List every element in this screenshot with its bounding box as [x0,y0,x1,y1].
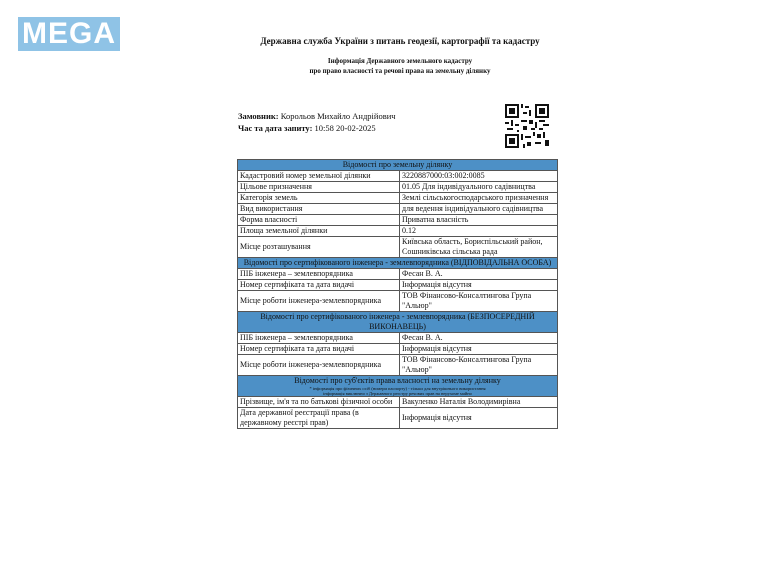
plot-field-label: Форма власності [238,215,400,226]
section-engineer-executor-header-title: Відомості про сертифікованого інженера - землевпорядника (БЕЗПОСЕРЕДНІЙ ВИКОНАВЕЦЬ) [260,312,535,331]
plot-field-value: 3220887000:03:002:0085 [400,171,558,182]
plot-field-value: Землі сільськогосподарського призначення [400,193,558,204]
subject-field-label: Прізвище, ім'я та по батькові фізичної особи [238,397,400,408]
document-subtitle [230,56,570,76]
request-info [238,110,396,134]
time-label: Час та дата запиту: [238,123,313,133]
plot-row [238,193,558,204]
plot-field-label: Вид використання [238,204,400,215]
plot-row [238,204,558,215]
land-info-table [237,159,558,429]
engineer-responsible-field-label: Місце роботи інженера-землевпорядника [238,291,400,312]
section-engineer-executor-header [238,312,558,333]
engineer-executor-row [238,344,558,355]
section-subjects-header-note: інформація виключно з Державного реєстру речових прав на нерухоме майно [323,391,472,396]
engineer-executor-field-label: Номер сертифіката та дата видачі [238,344,400,355]
plot-field-label: Місце розташування [238,237,400,258]
customer-line [238,110,396,122]
section-subjects-header-title: Відомості про суб'єктів права власності на земельну ділянку [294,376,501,385]
plot-field-value: для ведення індивідуального садівництва [400,204,558,215]
engineer-responsible-field-label: ПІБ інженера – землевпорядника [238,269,400,280]
plot-row [238,215,558,226]
subtitle-line-2: про право власності та речові права на земельну ділянку [309,67,491,75]
agency-title: Державна служба України з питань геодезії, картографії та кадастру [260,36,540,46]
plot-row [238,226,558,237]
engineer-responsible-field-label: Номер сертифіката та дата видачі [238,280,400,291]
section-engineer-responsible-header-title: Відомості про сертифікованого інженера - землевпорядника (ВІДПОВІДАЛЬНА ОСОБА) [243,258,552,267]
subject-field-label: Дата державної реєстрації права (в державному реєстрі прав) [238,408,400,429]
section-plot-header: Відомості про земельну ділянку [238,160,558,171]
subtitle-line-1: Інформація Державного земельного кадастру [327,57,473,65]
plot-field-label: Цільове призначення [238,182,400,193]
engineer-responsible-field-value: Фесан В. А. [400,269,558,280]
customer-label: Замовник: [238,111,279,121]
time-line [238,122,396,134]
engineer-executor-row [238,333,558,344]
engineer-executor-field-value: ТОВ Фінансово-Консалтингова Група "Альюр" [400,355,558,376]
section-subjects-header [238,376,558,397]
qr-code-icon [505,104,549,148]
plot-field-label: Площа земельної ділянки [238,226,400,237]
plot-row [238,182,558,193]
engineer-executor-field-label: Місце роботи інженера-землевпорядника [238,355,400,376]
plot-field-value: 01.05 Для індивідуального садівництва [400,182,558,193]
engineer-executor-field-value: Інформація відсутня [400,344,558,355]
plot-field-value: Київська область, Бориспільський район, Сошниківська сільська рада [400,237,558,258]
plot-field-label: Категорія земель [238,193,400,204]
subject-row [238,397,558,408]
engineer-responsible-row [238,280,558,291]
section-engineer-responsible-header [238,258,558,269]
subject-field-value: Інформація відсутня [400,408,558,429]
engineer-executor-field-value: Фесан В. А. [400,333,558,344]
customer-value: Корольов Михайло Андрійович [280,111,396,121]
plot-row [238,237,558,258]
site-logo: MEGA [18,17,120,51]
engineer-responsible-row [238,269,558,280]
engineer-responsible-field-value: Інформація відсутня [400,280,558,291]
subject-field-value: Вакуленко Наталія Володимирівна [400,397,558,408]
engineer-executor-row [238,355,558,376]
section-subjects-header-note: * інформація про фізичних осіб (номери паспорту) - тільки для внутрішнього використання [309,386,486,391]
engineer-responsible-field-value: ТОВ Фінансово-Консалтингова Група "Альюр" [400,291,558,312]
plot-field-value: 0.12 [400,226,558,237]
plot-field-value: Приватна власність [400,215,558,226]
time-value: 10:58 20-02-2025 [314,123,376,133]
plot-row [238,171,558,182]
engineer-executor-field-label: ПІБ інженера – землевпорядника [238,333,400,344]
subject-row [238,408,558,429]
engineer-responsible-row [238,291,558,312]
plot-field-label: Кадастровий номер земельної ділянки [238,171,400,182]
